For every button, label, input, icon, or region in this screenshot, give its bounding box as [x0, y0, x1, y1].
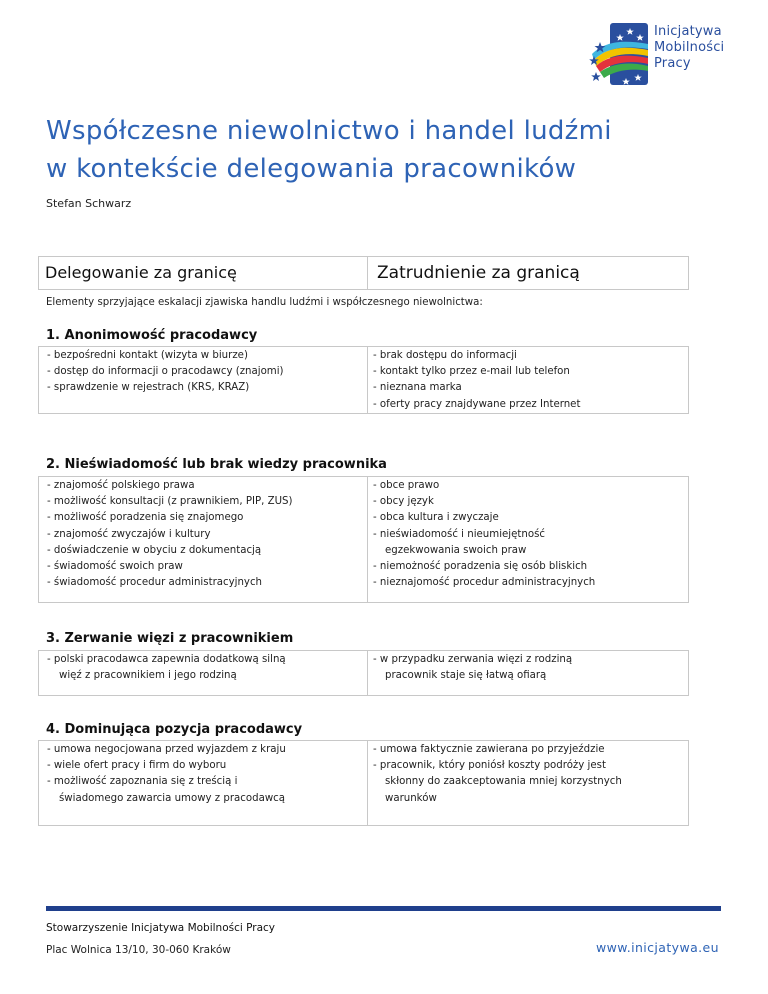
section-4-right-box — [367, 740, 689, 826]
footer-website-link[interactable]: www.inicjatywa.eu — [596, 940, 719, 955]
logo-line-2: Mobilności — [654, 40, 725, 55]
list-item: - nieświadomość i nieumiejętność — [373, 528, 545, 540]
logo-line-3: Pracy — [654, 56, 691, 71]
intro-text: Elementy sprzyjające eskalacji zjawiska handlu ludźmi i współczesnego niewolnictwa: — [46, 297, 483, 308]
list-item: - umowa faktycznie zawierana po przyjeździe — [373, 744, 605, 755]
list-item: - świadomość swoich praw — [47, 561, 183, 573]
section-3-left-box — [38, 650, 368, 696]
footer-organization: Stowarzyszenie Inicjatywa Mobilności Pracy — [46, 922, 276, 934]
list-item: - dostęp do informacji o pracodawcy (znajomi) — [47, 366, 284, 378]
list-item: - niemożność poradzenia się osób bliskich — [373, 561, 588, 573]
list-item: - znajomość zwyczajów i kultury — [47, 528, 211, 540]
footer-address: Plac Wolnica 13/10, 30-060 Kraków — [46, 944, 231, 956]
footer-divider — [46, 906, 721, 911]
list-item-continuation: świadomego zawarcia umowy z pracodawcą — [59, 792, 286, 804]
document-title — [46, 112, 706, 188]
list-item: - pracownik, który poniósł koszty podróży jest — [373, 760, 606, 772]
list-item-continuation: więź z pracownikiem i jego rodziną — [59, 670, 237, 682]
list-item: - możliwość konsultacji (z prawnikiem, PIP, ZUS) — [47, 496, 293, 508]
section-title-1: 1. Anonimowość pracodawcy — [46, 328, 258, 343]
list-item: - obcy język — [373, 496, 434, 508]
list-item: - nieznajomość procedur administracyjnych — [373, 577, 596, 589]
logo-wordmark — [654, 24, 724, 72]
list-item: - możliwość poradzenia się znajomego — [47, 512, 244, 524]
section-title-3: 3. Zerwanie więzi z pracownikiem — [46, 631, 294, 646]
list-item: - wiele ofert pracy i firm do wyboru — [47, 760, 227, 772]
list-item: - obca kultura i zwyczaje — [373, 512, 499, 524]
list-item: - w przypadku zerwania więzi z rodziną — [373, 654, 573, 665]
list-item-continuation: pracownik staje się łatwą ofiarą — [385, 670, 547, 682]
list-item: - umowa negocjowana przed wyjazdem z kraju — [47, 744, 286, 755]
section-title-2: 2. Nieświadomość lub brak wiedzy pracownika — [46, 457, 387, 472]
list-item: - świadomość procedur administracyjnych — [47, 577, 263, 589]
column-header-left: Delegowanie za granicę — [38, 256, 368, 290]
list-item: - bezpośredni kontakt (wizyta w biurze) — [47, 350, 248, 361]
author-name: Stefan Schwarz — [46, 197, 132, 210]
logo-emblem-icon — [588, 20, 654, 92]
title-line-2: w kontekście delegowania pracowników — [46, 154, 577, 184]
list-item: - brak dostępu do informacji — [373, 350, 517, 361]
list-item: - kontakt tylko przez e-mail lub telefon — [373, 366, 570, 378]
section-title-4: 4. Dominująca pozycja pracodawcy — [46, 722, 303, 737]
list-item: - nieznana marka — [373, 382, 462, 394]
list-item-continuation: skłonny do zaakceptowania mniej korzystnych — [385, 776, 622, 788]
list-item: - oferty pracy znajdywane przez Internet — [373, 398, 581, 410]
list-item-continuation: warunków — [385, 792, 437, 804]
list-item: - sprawdzenie w rejestrach (KRS, KRAZ) — [47, 382, 250, 394]
section-4-left-box — [38, 740, 368, 826]
list-item: - polski pracodawca zapewnia dodatkową silną — [47, 654, 286, 665]
list-item: - obce prawo — [373, 480, 440, 491]
section-2-left-box — [38, 476, 368, 603]
list-item: - możliwość zapoznania się z treścią i — [47, 776, 238, 788]
organization-logo — [588, 20, 738, 92]
list-item: - znajomość polskiego prawa — [47, 480, 195, 491]
section-3-right-box — [367, 650, 689, 696]
column-header-right: Zatrudnienie za granicą — [367, 256, 689, 290]
section-1-left-box — [38, 346, 368, 414]
logo-line-1: Inicjatywa — [654, 24, 722, 39]
title-line-1: Współczesne niewolnictwo i handel ludźmi — [46, 116, 612, 146]
list-item-continuation: egzekwowania swoich praw — [385, 544, 527, 556]
list-item: - doświadczenie w obyciu z dokumentacją — [47, 544, 262, 556]
section-1-right-box — [367, 346, 689, 414]
section-2-right-box — [367, 476, 689, 603]
